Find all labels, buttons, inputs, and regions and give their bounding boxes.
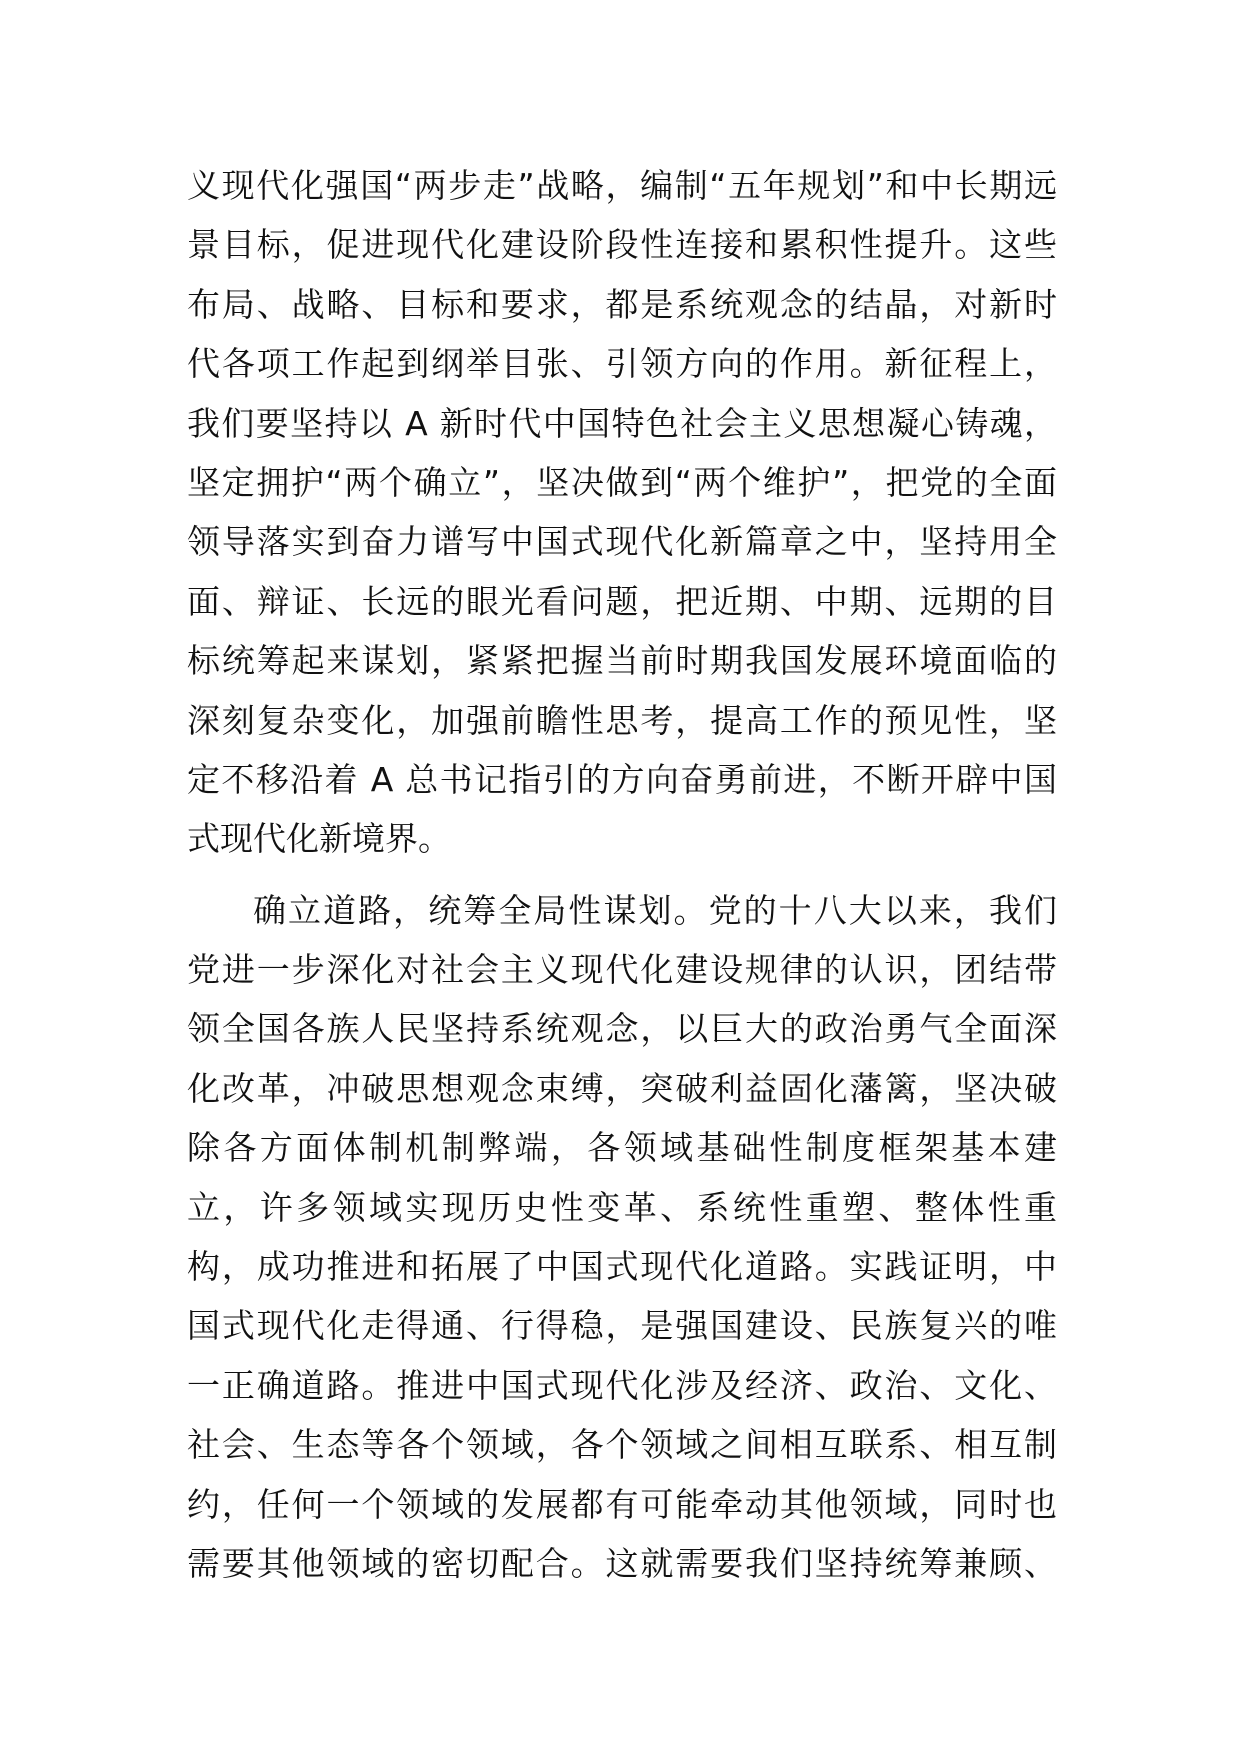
text-line: 标统筹起来谋划，紧紧把握当前时期我国发展环境面临的 bbox=[187, 641, 1057, 681]
text-line: 领全国各族人民坚持系统观念，以巨大的政治勇气全面深 bbox=[187, 1009, 1057, 1049]
text-line: 领导落实到奋力谱写中国式现代化新篇章之中，坚持用全 bbox=[187, 522, 1057, 562]
text-line: 除各方面体制机制弊端，各领域基础性制度框架基本建 bbox=[187, 1128, 1057, 1168]
text-line: 构，成功推进和拓展了中国式现代化道路。实践证明，中 bbox=[187, 1247, 1057, 1287]
text-line: 国式现代化走得通、行得稳，是强国建设、民族复兴的唯 bbox=[187, 1306, 1057, 1346]
text-line: 我们要坚持以 A 新时代中国特色社会主义思想凝心铸魂， bbox=[187, 403, 1057, 443]
text-line: 定不移沿着 A 总书记指引的方向奋勇前进，不断开辟中国 bbox=[187, 759, 1057, 799]
document-body bbox=[187, 156, 1057, 1593]
text-line: 代各项工作起到纲举目张、引领方向的作用。新征程上， bbox=[187, 344, 1057, 384]
text-line: 一正确道路。推进中国式现代化涉及经济、政治、文化、 bbox=[187, 1365, 1057, 1405]
paragraph-spacer bbox=[187, 869, 1057, 881]
text-line: 义现代化强国“两步走”战略，编制“五年规划”和中长期远 bbox=[187, 166, 1057, 205]
text-line: 约，任何一个领域的发展都有可能牵动其他领域，同时也 bbox=[187, 1484, 1057, 1524]
text-line: 布局、战略、目标和要求，都是系统观念的结晶，对新时 bbox=[187, 284, 1057, 324]
text-line: 式现代化新境界。 bbox=[187, 819, 451, 859]
text-line: 确立道路，统筹全局性谋划。党的十八大以来，我们 bbox=[253, 890, 1057, 930]
text-line: 社会、生态等各个领域，各个领域之间相互联系、相互制 bbox=[187, 1425, 1057, 1465]
text-line: 坚定拥护“两个确立”，坚决做到“两个维护”，把党的全面 bbox=[187, 462, 1057, 502]
text-line: 立，许多领域实现历史性变革、系统性重塑、整体性重 bbox=[187, 1187, 1057, 1227]
text-line: 需要其他领域的密切配合。这就需要我们坚持统筹兼顾、 bbox=[187, 1543, 1057, 1583]
text-line: 景目标，促进现代化建设阶段性连接和累积性提升。这些 bbox=[187, 225, 1057, 265]
paragraph-1 bbox=[187, 156, 1057, 869]
text-line: 化改革，冲破思想观念束缚，突破利益固化藩篱，坚决破 bbox=[187, 1068, 1057, 1108]
text-line: 面、辩证、长远的眼光看问题，把近期、中期、远期的目 bbox=[187, 581, 1057, 621]
text-line: 深刻复杂变化，加强前瞻性思考，提高工作的预见性，坚 bbox=[187, 700, 1057, 740]
paragraph-2 bbox=[187, 881, 1057, 1594]
text-line: 党进一步深化对社会主义现代化建设规律的认识，团结带 bbox=[187, 950, 1057, 990]
